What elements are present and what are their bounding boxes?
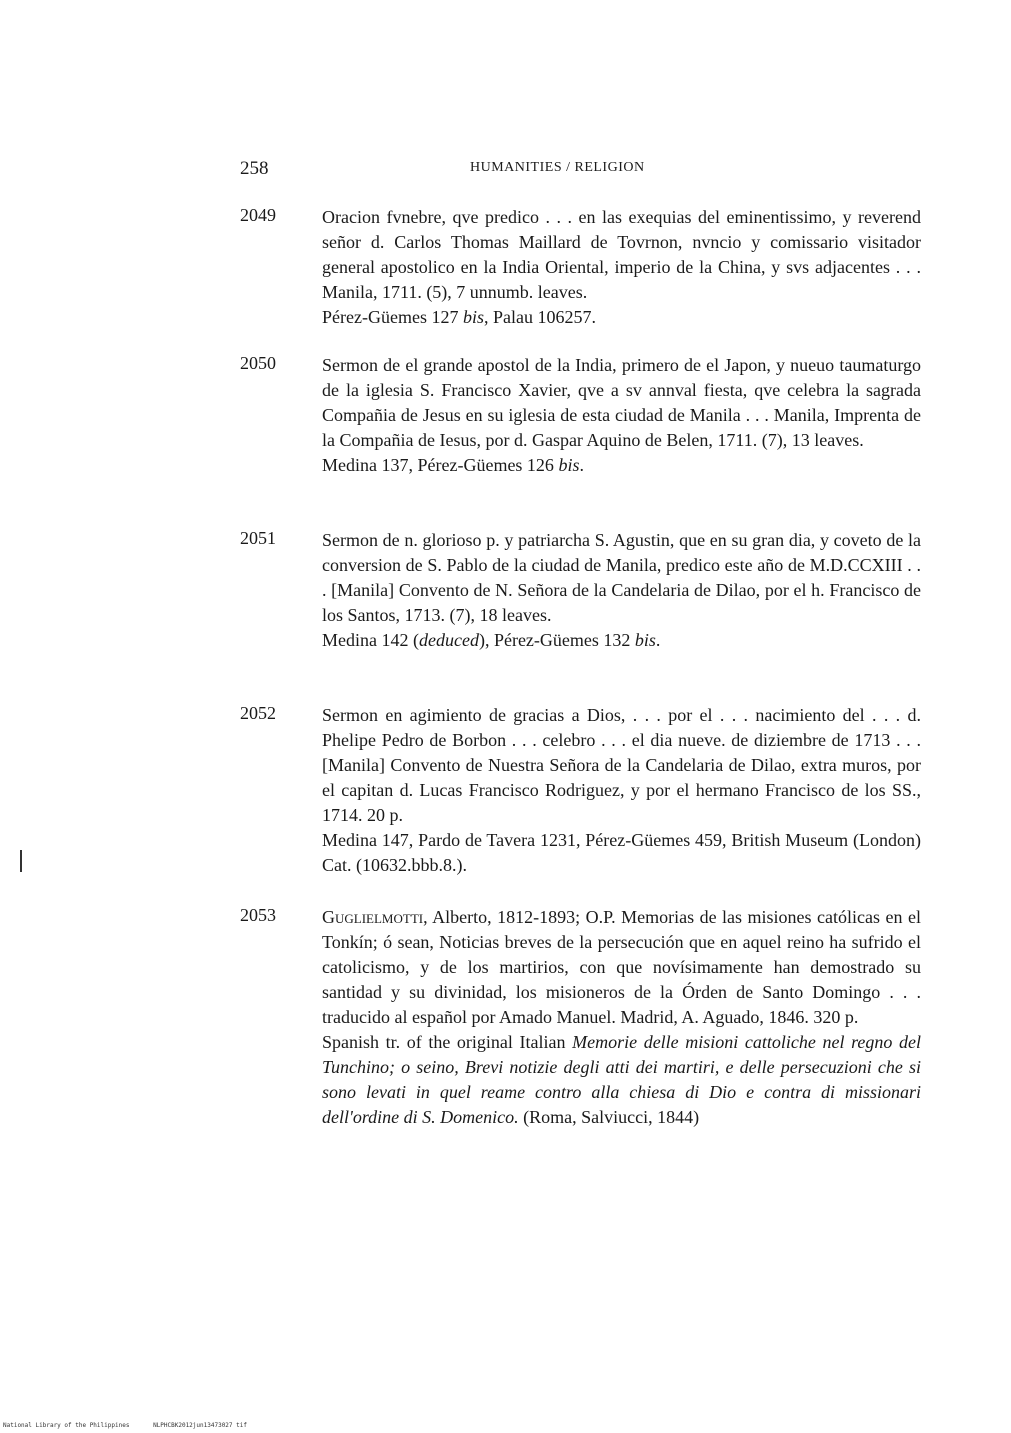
entry-text: Oracion fvnebre, qve predico . . . en las exequias del eminentissimo, y reverend señor d. Carlos Thomas Maillard de Tovrnon, nvncio y comissario visitador general apostolico en la India Oriental, imperio de la China, y svs adjacentes . . . Manila, 1711. (5), 7 unnumb. leaves. (322, 207, 921, 302)
entry-note: Spanish tr. of the original Italian Memorie delle misioni cattoliche nel regno del Tunchino; o seino, Brevi notizie degli atti dei martiri, e delle persecuzioni che si sono levati in quel reame contro alla chiesa di Dio e contra di missionari dell'ordine di S. Domenico. (Roma, Salviucci, 1844) (322, 1032, 921, 1127)
entry-number: 2052 (240, 703, 276, 723)
bibliography-entry-2052 (240, 703, 921, 878)
entry-number: 2050 (240, 353, 276, 373)
bibliography-entry-2049 (240, 205, 921, 330)
scan-footer (3, 1422, 267, 1429)
entry-text: Sermon en agimiento de gracias a Dios, . . . por el . . . nacimiento del . . . d. Phelipe Pedro de Borbon . . . celebro . . . el dia nueve. de diziembre de 1713 . . . [Manila] Convento de Nuestra Señora de la Candelaria de Dilao, extra muros, por el capitan d. Lucas Francisco Rodriguez, y por el hermano Francisco de los SS., 1714. 20 p. (322, 705, 921, 825)
page-header (240, 158, 920, 188)
entry-reference: Medina 142 (deduced), Pérez-Güemes 132 bis. (322, 630, 661, 650)
entry-reference: Medina 137, Pérez-Güemes 126 bis. (322, 455, 584, 475)
entry-reference: Medina 147, Pardo de Tavera 1231, Pérez-Güemes 459, British Museum (London) Cat. (10632.bbb.8.). (322, 830, 921, 875)
author-name: Guglielmotti (322, 907, 424, 927)
entry-number: 2051 (240, 528, 276, 548)
entry-text: Guglielmotti, Alberto, 1812-1893; O.P. Memorias de las misiones católicas en el Tonkín; ó sean, Noticias breves de la persecución que en aquel reino ha sufrido el catolicismo, y de los martirios, con que novísimamente han demostrado su santidad y su divinidad, los misioneros de la Órden de Santo Domingo . . . traducido al español por Amado Manuel. Madrid, A. Aguado, 1846. 320 p. (322, 907, 921, 1027)
bibliography-entry-2053 (240, 905, 921, 1130)
entry-number: 2049 (240, 205, 276, 225)
bibliography-entry-2051 (240, 528, 921, 653)
entry-text: Sermon de n. glorioso p. y patriarcha S. Agustin, que en su gran dia, y coveto de la conversion de S. Pablo de la ciudad de Manila, predico este año de M.D.CCXIII . . . [Manila] Convento de N. Señora de la Candelaria de Dilao, por el h. Francisco de los Santos, 1713. (7), 18 leaves. (322, 530, 921, 625)
entry-reference: Pérez-Güemes 127 bis, Palau 106257. (322, 307, 596, 327)
section-title: HUMANITIES / RELIGION (470, 160, 645, 175)
margin-mark (20, 850, 22, 872)
library-credit: National Library of the Philippines (3, 1422, 130, 1429)
file-id: NLPHCBK2012jun13473027 tif (153, 1422, 247, 1429)
page-number: 258 (240, 158, 269, 179)
entry-text: Sermon de el grande apostol de la India, primero de el Japon, y nueuo taumaturgo de la iglesia S. Francisco Xavier, qve a sv annval fiesta, qve celebra la sagrada Compañia de Jesus en su iglesia de esta ciudad de Manila . . . Manila, Imprenta de la Compañia de Iesus, por d. Gaspar Aquino de Belen, 1711. (7), 13 leaves. (322, 355, 921, 450)
entry-number: 2053 (240, 905, 276, 925)
bibliography-entry-2050 (240, 353, 921, 478)
